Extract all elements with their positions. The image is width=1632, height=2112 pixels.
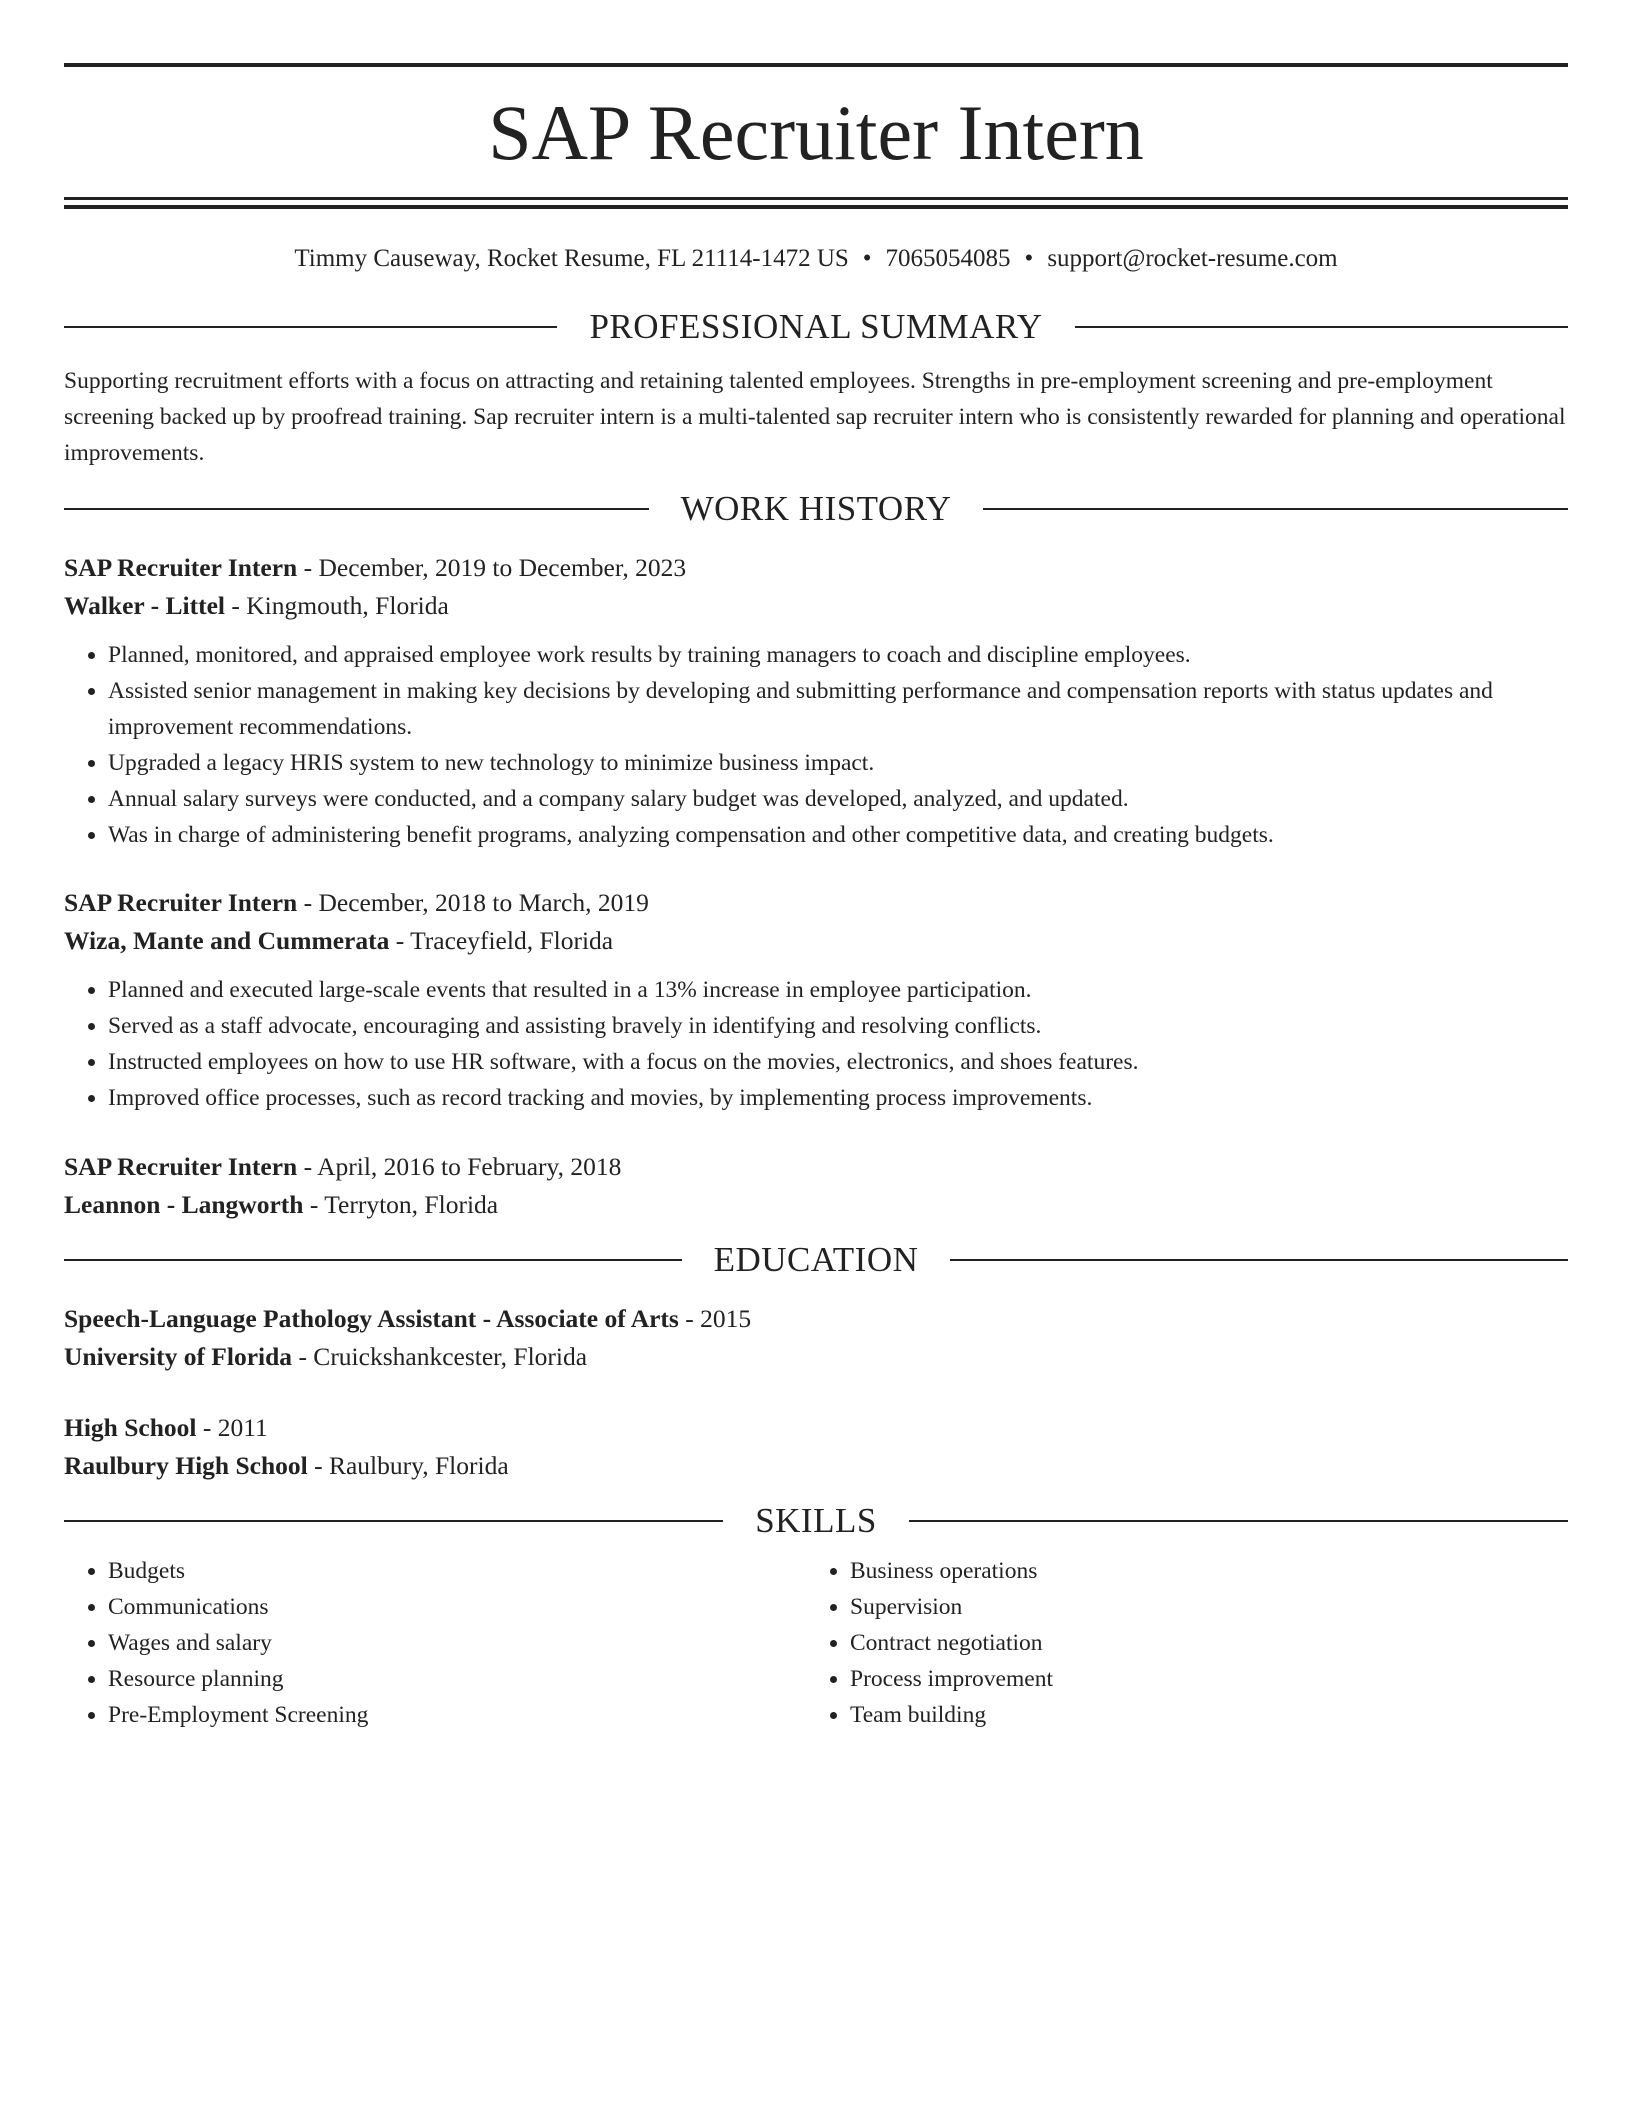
education-section-header xyxy=(64,1240,1568,1280)
contact-line xyxy=(64,243,1568,275)
skill-item: • Pre-Employment Screening xyxy=(108,1697,806,1733)
section-title: EDUCATION xyxy=(713,1240,919,1279)
degree: Speech-Language Pathology Assistant - Associate of Arts xyxy=(64,1304,679,1333)
top-rule xyxy=(64,63,1568,67)
skill-item: • Communications xyxy=(108,1589,806,1625)
job-dates: - December, 2019 to December, 2023 xyxy=(297,553,687,582)
list-item: • Upgraded a legacy HRIS system to new technology to minimize business impact. xyxy=(108,745,1568,781)
contact-phone: 7065054085 xyxy=(885,245,1011,272)
degree-year: - 2015 xyxy=(678,1304,752,1333)
education-entry xyxy=(64,1409,1568,1485)
degree-line xyxy=(64,1300,1568,1338)
section-rule xyxy=(64,326,557,328)
section-title: WORK HISTORY xyxy=(680,489,952,528)
education-entry xyxy=(64,1300,1568,1376)
job-company-line xyxy=(64,922,1568,960)
job-company-line xyxy=(64,1186,1568,1224)
contact-separator: • xyxy=(1024,245,1034,272)
degree: High School xyxy=(64,1413,197,1442)
degree-line xyxy=(64,1409,1568,1447)
resume-title: SAP Recruiter Intern xyxy=(488,89,1144,176)
title-double-rule xyxy=(64,197,1568,209)
section-rule xyxy=(1075,326,1568,328)
list-item: • Served as a staff advocate, encouraging and assisting bravely in identifying and resolving conflicts. xyxy=(108,1008,1568,1044)
list-item: • Planned, monitored, and appraised employee work results by training managers to coach and discipline employees. xyxy=(108,637,1568,673)
resume-page xyxy=(64,63,1568,1733)
skills-section-header xyxy=(64,1501,1568,1541)
school: Raulbury High School xyxy=(64,1451,308,1480)
section-rule xyxy=(64,1259,682,1261)
list-item: • Planned and executed large-scale events that resulted in a 13% increase in employee participation. xyxy=(108,972,1568,1008)
degree-year: - 2011 xyxy=(196,1413,268,1442)
section-rule xyxy=(950,1259,1568,1261)
skill-item: • Supervision xyxy=(850,1589,1548,1625)
job-location: - Kingmouth, Florida xyxy=(225,591,449,620)
job-dates: - December, 2018 to March, 2019 xyxy=(297,888,649,917)
contact-email: support@rocket-resume.com xyxy=(1047,245,1338,272)
skill-item: • Process improvement xyxy=(850,1661,1548,1697)
list-item: • Instructed employees on how to use HR software, with a focus on the movies, electronics, and shoes features. xyxy=(108,1044,1568,1080)
skill-item: • Contract negotiation xyxy=(850,1625,1548,1661)
school: University of Florida xyxy=(64,1342,293,1371)
job-role: SAP Recruiter Intern xyxy=(64,553,298,582)
job-role: SAP Recruiter Intern xyxy=(64,1152,298,1181)
job-company-line xyxy=(64,587,1568,625)
job-company: Walker - Littel xyxy=(64,591,226,620)
job-location: - Terryton, Florida xyxy=(303,1190,499,1219)
school-line xyxy=(64,1338,1568,1376)
list-item: • Annual salary surveys were conducted, and a company salary budget was developed, analyzed, and updated. xyxy=(108,781,1568,817)
work-entry xyxy=(64,884,1568,1116)
work-section-header xyxy=(64,489,1568,529)
job-company: Wiza, Mante and Cummerata xyxy=(64,926,390,955)
section-rule xyxy=(64,1520,723,1522)
skill-item: • Wages and salary xyxy=(108,1625,806,1661)
school-line xyxy=(64,1447,1568,1485)
section-title: SKILLS xyxy=(755,1501,877,1540)
list-item: • Improved office processes, such as record tracking and movies, by implementing process improvements. xyxy=(108,1080,1568,1116)
job-dates: - April, 2016 to February, 2018 xyxy=(297,1152,622,1181)
summary-text: Supporting recruitment efforts with a focus on attracting and retaining talented employees. Strengths in pre-employment screening and pre-employment screening backed up by proofread training. Sap recruiter intern is a multi-talented sap recruiter intern who is consistently rewarded for planning and operational improvements. xyxy=(64,368,1566,466)
skills-columns xyxy=(64,1553,1568,1733)
work-entry xyxy=(64,549,1568,853)
job-bullets xyxy=(64,637,1568,853)
work-entry xyxy=(64,1148,1568,1224)
section-rule xyxy=(909,1520,1568,1522)
school-location: - Raulbury, Florida xyxy=(307,1451,509,1480)
skills-list-left xyxy=(64,1553,806,1733)
section-title: PROFESSIONAL SUMMARY xyxy=(589,307,1043,346)
skills-list-right xyxy=(806,1553,1548,1733)
job-location: - Traceyfield, Florida xyxy=(389,926,614,955)
job-title-line xyxy=(64,1148,1568,1186)
skill-item: • Resource planning xyxy=(108,1661,806,1697)
job-title-line xyxy=(64,884,1568,922)
list-item: • Was in charge of administering benefit programs, analyzing compensation and other competitive data, and creating budgets. xyxy=(108,817,1568,853)
skill-item: • Business operations xyxy=(850,1553,1548,1589)
contact-separator: • xyxy=(862,245,872,272)
list-item: • Assisted senior management in making key decisions by developing and submitting performance and compensation reports with status updates and improvement recommendations. xyxy=(108,673,1568,745)
job-company: Leannon - Langworth xyxy=(64,1190,304,1219)
job-title-line xyxy=(64,549,1568,587)
skill-item: • Budgets xyxy=(108,1553,806,1589)
job-role: SAP Recruiter Intern xyxy=(64,888,298,917)
summary-section-header xyxy=(64,307,1568,347)
contact-address: Timmy Causeway, Rocket Resume, FL 21114-1472 US xyxy=(294,245,849,272)
job-bullets xyxy=(64,972,1568,1116)
school-location: - Cruickshankcester, Florida xyxy=(292,1342,588,1371)
section-rule xyxy=(64,508,649,510)
skill-item: • Team building xyxy=(850,1697,1548,1733)
section-rule xyxy=(983,508,1568,510)
